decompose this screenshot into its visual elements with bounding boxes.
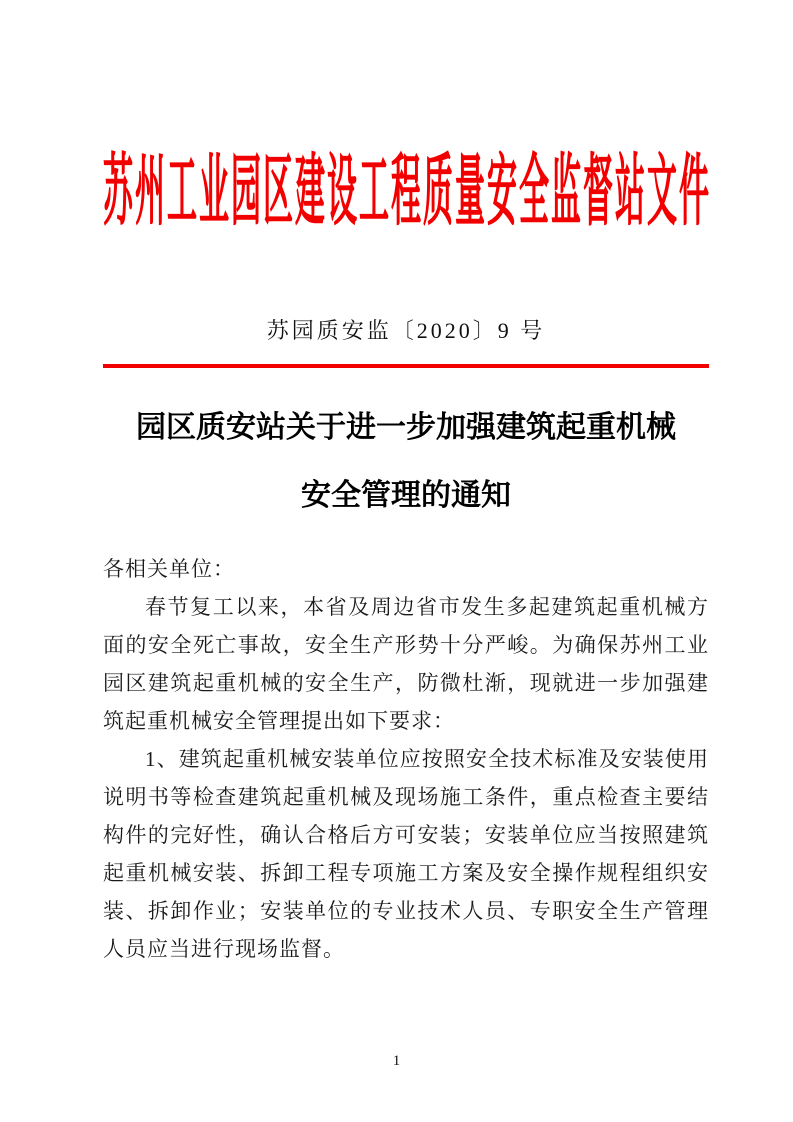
- salutation: 各相关单位：: [103, 557, 235, 581]
- document-title: [103, 394, 709, 530]
- body-paragraph-1: 春节复工以来，本省及周边省市发生多起建筑起重机械方面的安全死亡事故，安全生产形势十分严峻。为确保苏州工业园区建筑起重机械的安全生产，防微杜渐，现就进一步加强建筑起重机械安全管理提出如下要求：: [103, 595, 709, 733]
- document-title-line2: 安全管理的通知: [301, 479, 511, 512]
- document-title-line1: 园区质安站关于进一步加强建筑起重机械: [136, 411, 676, 444]
- red-header-banner: [103, 150, 709, 238]
- document-number: 苏园质安监〔2020〕9 号: [266, 318, 546, 343]
- agency-name-text: 苏 州 工 业 园 区 建 设 工 程 质 量 安 全 监 督 站 文 件: [103, 149, 709, 236]
- document-body: [103, 550, 709, 968]
- page-number: 1: [392, 1053, 401, 1069]
- body-paragraph-2: 1、建筑起重机械安装单位应按照安全技术标准及安装使用说明书等检查建筑起重机械及现场施工条件，重点检查主要结构件的完好性，确认合格后方可安装；安装单位应当按照建筑起重机械安装、拆卸工程专项施工方案及安全操作规程组织安装、拆卸作业；安装单位的专业技术人员、专职安全生产管理人员应当进行现场监督。: [103, 747, 709, 961]
- red-divider-line: [103, 364, 709, 368]
